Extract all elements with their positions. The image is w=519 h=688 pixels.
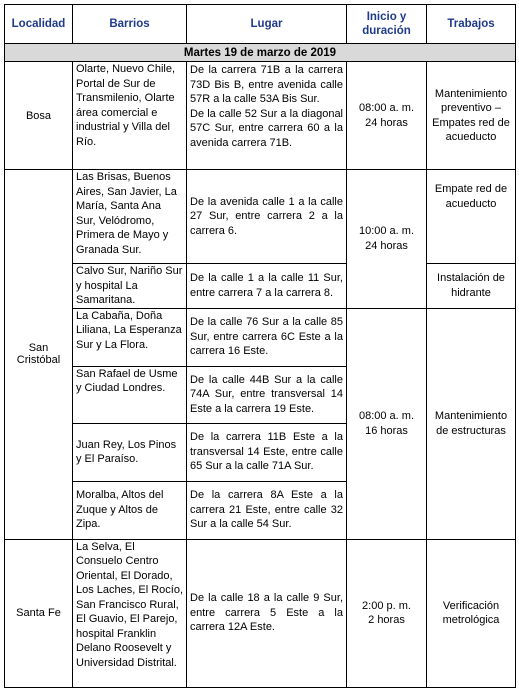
header-trabajos: Trabajos bbox=[427, 5, 516, 44]
table-row bbox=[5, 62, 516, 170]
header-localidad: Localidad bbox=[5, 5, 73, 44]
barrios-cell: Moralba, Altos del Zuque y Altos de Zipa. bbox=[73, 481, 187, 539]
header-lugar: Lugar bbox=[187, 5, 347, 44]
lugar-text: De la carrera 71B a la carrera 73D Bis B, entre avenida calle 57R a la calle 53A Bis Sur. bbox=[190, 64, 343, 105]
duracion: 24 horas bbox=[365, 116, 408, 129]
lugar-cell: De la calle 76 Sur a la calle 85 Sur, entre carrera 6C Este a la carrera 16 Este. bbox=[187, 308, 347, 366]
lugar-cell: De la carrera 11B Este a la transversal 14 Este, entre calle 65 Sur a la calle 71A Sur. bbox=[187, 423, 347, 481]
localidad-san-cristobal: San Cristóbal bbox=[5, 170, 73, 540]
barrios-cell: La Cabaña, Doña Liliana, La Esperanza Sur y La Flora. bbox=[73, 308, 187, 366]
barrios-cell: Olarte, Nuevo Chile, Portal de Sur de Transmilenio, Olarte área comercial e industrial y Villa del Río. bbox=[73, 62, 187, 170]
table-row bbox=[5, 170, 516, 264]
header-barrios: Barrios bbox=[73, 5, 187, 44]
barrios-cell: Juan Rey, Los Pinos y El Paraíso. bbox=[73, 423, 187, 481]
trabajos-cell: Instalación de hidrante bbox=[427, 264, 516, 309]
localidad-bosa: Bosa bbox=[5, 62, 73, 170]
barrios-cell: San Rafael de Usme y Ciudad Londres. bbox=[73, 366, 187, 423]
barrios-cell: La Selva, El Consuelo Centro Oriental, El Dorado, Los Laches, El Rocío, San Francisco Rural, El Guavio, El Parejo, hospital Franklin Delano Roosevelt y Universidad Distrital. bbox=[73, 539, 187, 687]
lugar-cell: De la calle 18 a la calle 9 Sur, entre carrera 5 Este a la carrera 12A Este. bbox=[187, 539, 347, 687]
lugar-cell: De la avenida calle 1 a la calle 27 Sur, entre carrera 2 a la carrera 6. bbox=[187, 170, 347, 264]
trabajos-cell: Mantenimiento de estructuras bbox=[427, 308, 516, 539]
lugar-text: De la calle 52 Sur a la diagonal 57C Sur, entre carrera 60 a la avenida carrera 71B. bbox=[190, 107, 343, 149]
lugar-cell: De la carrera 8A Este a la carrera 21 Este, entre calle 32 Sur a la calle 54 Sur. bbox=[187, 481, 347, 539]
header-row bbox=[5, 5, 516, 44]
trabajos-cell: Verificación metrológica bbox=[427, 539, 516, 687]
duracion: 2 horas bbox=[368, 614, 405, 626]
duracion: 24 horas bbox=[365, 239, 408, 252]
inicio-cell bbox=[347, 308, 427, 539]
lugar-cell: De la calle 1 a la calle 11 Sur, entre carrera 7 a la carrera 8. bbox=[187, 264, 347, 309]
date-label: Martes 19 de marzo de 2019 bbox=[5, 44, 516, 62]
table-row bbox=[5, 308, 516, 366]
barrios-cell: Las Brisas, Buenos Aires, San Javier, La María, Santa Ana Sur, Velódromo, Primera de Mayo y Granada Sur. bbox=[73, 170, 187, 264]
lugar-cell: De la calle 44B Sur a la calle 74A Sur, entre transversal 14 Este a la carrera 19 Este. bbox=[187, 366, 347, 423]
inicio-hora: 2:00 p. m. bbox=[362, 599, 411, 612]
inicio-cell bbox=[347, 62, 427, 170]
table-row bbox=[5, 264, 516, 309]
inicio-cell bbox=[347, 539, 427, 687]
inicio-cell bbox=[347, 170, 427, 309]
schedule-table bbox=[4, 4, 516, 688]
trabajos-cell: Empate red de acueducto bbox=[427, 170, 516, 264]
duracion: 16 horas bbox=[365, 424, 408, 437]
inicio-hora: 08:00 a. m. bbox=[358, 102, 415, 114]
table-row bbox=[5, 539, 516, 687]
inicio-hora: 10:00 a. m. bbox=[358, 225, 415, 238]
trabajos-cell: Mantenimiento preventivo – Empates red de acueducto bbox=[427, 62, 516, 170]
localidad-santa-fe: Santa Fe bbox=[5, 539, 73, 687]
date-row bbox=[5, 44, 516, 62]
lugar-cell bbox=[187, 62, 347, 170]
inicio-hora: 08:00 a. m. bbox=[358, 410, 415, 422]
barrios-cell: Calvo Sur, Nariño Sur y hospital La Samaritana. bbox=[73, 264, 187, 309]
header-inicio: Inicio y duración bbox=[347, 5, 427, 44]
